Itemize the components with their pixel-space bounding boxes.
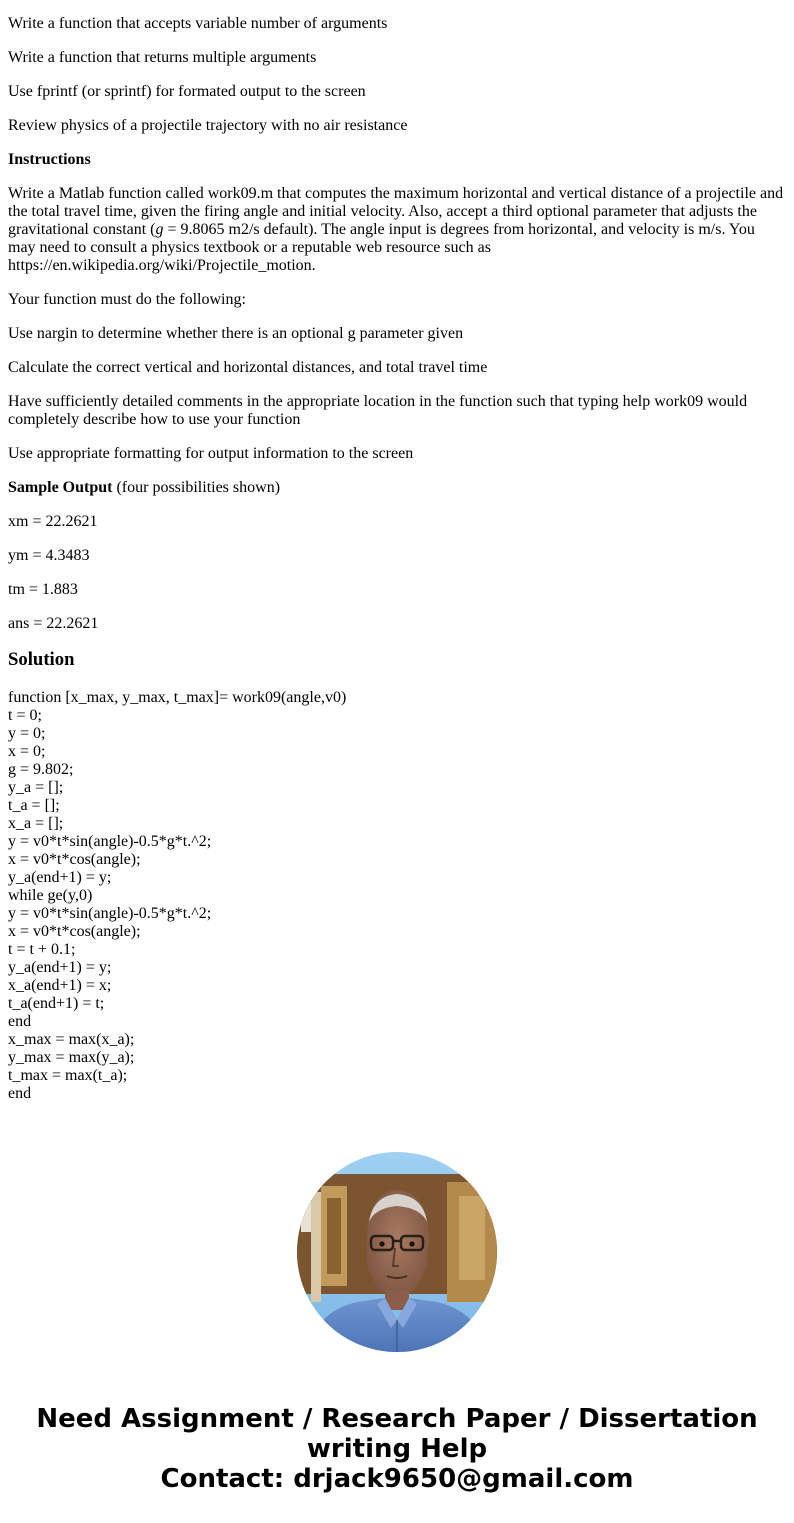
promo-line-2: writing Help [306,1434,488,1464]
sample-output-line-1: xm = 22.2621 [8,513,98,530]
code-line: function [x_max, y_max, t_max]= work09(angle,v0) [8,689,347,706]
code-line: y = v0*t*sin(angle)-0.5*g*t.^2; [8,905,212,922]
sample-output-line-4: ans = 22.2621 [8,615,99,632]
code-line: x_max = max(x_a); [8,1031,135,1048]
solution-code [8,689,786,1103]
code-line: t = 0; [8,707,42,724]
author-avatar [297,1152,497,1352]
code-line: x = v0*t*cos(angle); [8,851,141,868]
code-line: y_a(end+1) = y; [8,959,112,976]
sample-output-line-2: ym = 4.3483 [8,547,90,564]
sample-output-note: (four possibilities shown) [112,479,281,496]
code-line: t_max = max(t_a); [8,1067,128,1084]
code-line: end [8,1085,32,1102]
code-line: y_a = []; [8,779,64,796]
promo-banner [0,1404,794,1494]
gravity-symbol: g [155,221,164,238]
code-line: x_a = []; [8,815,64,832]
objective-2: Write a function that returns multiple arguments [8,49,317,66]
requirement-3: Have sufficiently detailed comments in the appropriate location in the function such that typing help work09 would completely describe how to use your function [8,393,748,428]
instructions-text-part2: = 9.8065 m2/s default). The angle input is degrees from horizontal, and velocity is m/s. You may need to consult a physics textbook or a reputable web resource such as https://en.wikipedia.org/wiki/Projectile_motion. [8,221,755,274]
code-line: x = v0*t*cos(angle); [8,923,141,940]
requirements-intro: Your function must do the following: [8,291,246,308]
objective-3: Use fprintf (or sprintf) for formated output to the screen [8,83,366,100]
code-line: t_a(end+1) = t; [8,995,105,1012]
author-portrait-image [297,1152,497,1352]
code-line: t_a = []; [8,797,60,814]
instructions-paragraph [8,185,786,275]
document-body [8,15,786,1103]
promo-line-1: Need Assignment / Research Paper / Dissertation [36,1404,758,1434]
objective-1: Write a function that accepts variable number of arguments [8,15,388,32]
sample-output-title [8,479,786,497]
sample-output-line-3: tm = 1.883 [8,581,78,598]
solution-heading: Solution [8,649,75,670]
requirement-1: Use nargin to determine whether there is an optional g parameter given [8,325,464,342]
code-line: g = 9.802; [8,761,74,778]
objective-4: Review physics of a projectile trajectory with no air resistance [8,117,408,134]
code-line: y = 0; [8,725,46,742]
code-line: x = 0; [8,743,46,760]
sample-output-heading: Sample Output [8,479,113,496]
code-line: t = t + 0.1; [8,941,76,958]
code-line: end [8,1013,32,1030]
code-line: y = v0*t*sin(angle)-0.5*g*t.^2; [8,833,212,850]
requirement-4: Use appropriate formatting for output information to the screen [8,445,414,462]
code-line: while ge(y,0) [8,887,93,904]
instructions-heading: Instructions [8,151,91,168]
instructions-text-part1: Write a Matlab function called work09.m that computes the maximum horizontal and vertical distance of a projectile and the total travel time, given the firing angle and initial velocity. Also, accept a third optional parameter that adjusts the gravitational constant ( [8,185,784,238]
code-line: y_max = max(y_a); [8,1049,135,1066]
code-line: x_a(end+1) = x; [8,977,112,994]
code-line: y_a(end+1) = y; [8,869,112,886]
promo-contact: Contact: drjack9650@gmail.com [160,1464,634,1494]
requirement-2: Calculate the correct vertical and horizontal distances, and total travel time [8,359,488,376]
